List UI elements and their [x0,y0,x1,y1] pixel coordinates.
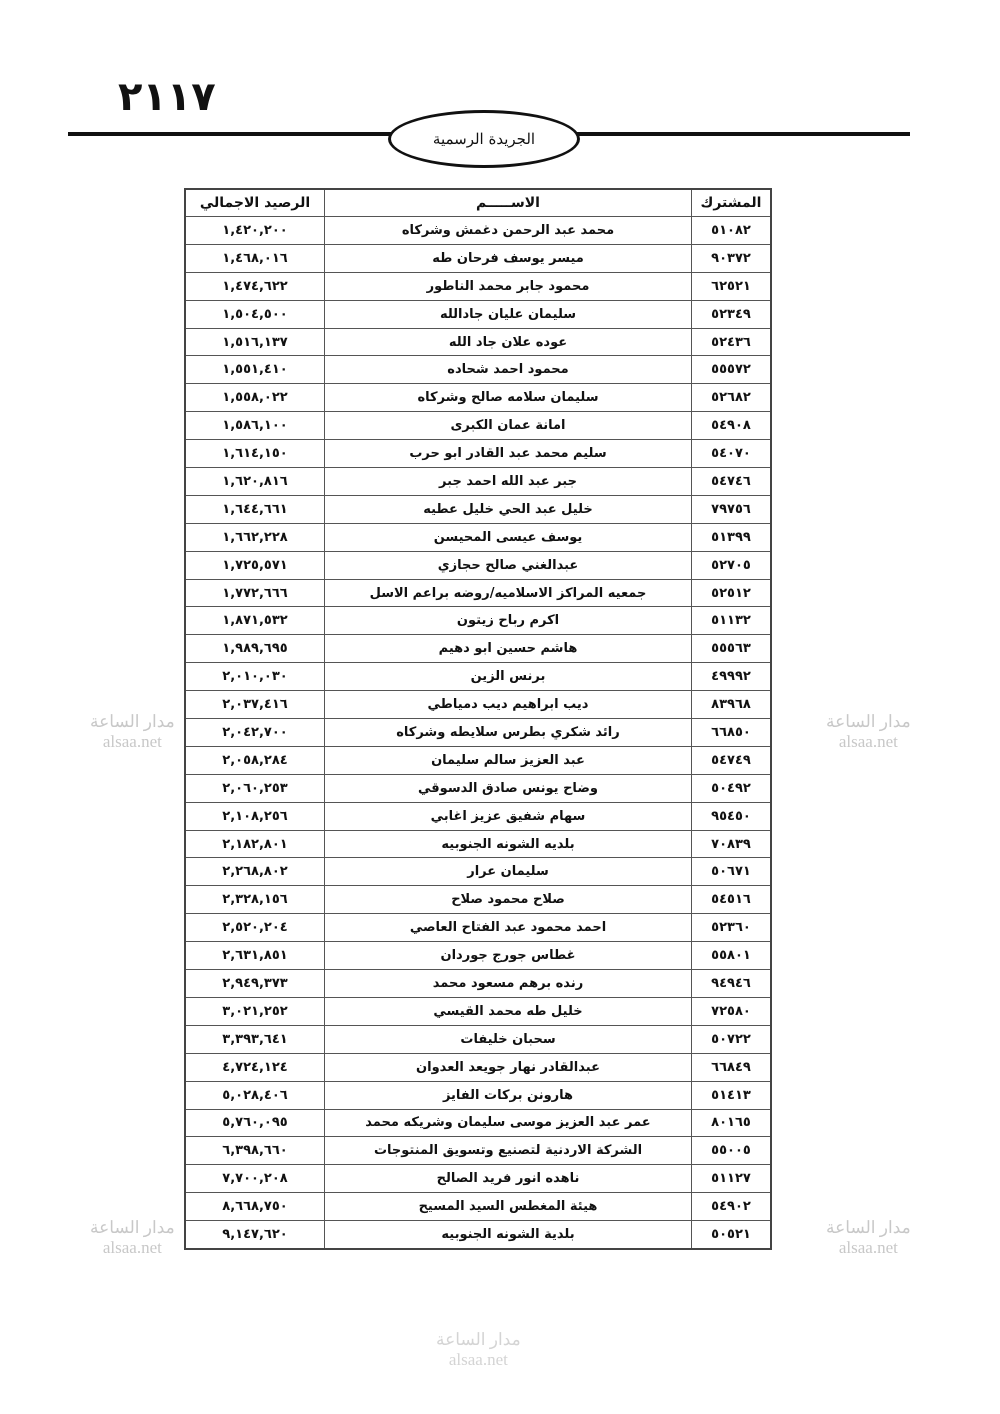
balance-cell: ٢,٠٥٨,٢٨٤ [185,746,325,774]
subscriber-cell: ٥٤٩٠٢ [692,1193,772,1221]
table-row [185,1221,771,1249]
balance-cell: ٢,٩٤٩,٣٧٣ [185,970,325,998]
subscriber-cell: ٩٤٩٤٦ [692,970,772,998]
watermark-url: alsaa.net [102,1238,162,1257]
balance-cell: ٢,٠٣٧,٤١٦ [185,691,325,719]
table-row [185,719,771,747]
subscriber-cell: ٥١٣٩٩ [692,523,772,551]
column-header-balance: الرصيد الاجمالي [185,189,325,217]
table-row [185,830,771,858]
subscriber-cell: ٥٠٧٢٢ [692,1025,772,1053]
table-header-row [185,189,771,217]
watermark-left-bottom [90,1218,175,1258]
name-cell: ميسر يوسف فرحان طه [325,244,692,272]
table-row [185,1081,771,1109]
table-row [185,970,771,998]
subscriber-cell: ٨٣٩٦٨ [692,691,772,719]
table-row [185,914,771,942]
balance-cell: ١,٥١٦,١٣٧ [185,328,325,356]
table-row [185,1137,771,1165]
name-cell: هارونن بركات الفايز [325,1081,692,1109]
balance-cell: ٢,٣٢٨,١٥٦ [185,886,325,914]
subscriber-cell: ٥٢٥١٢ [692,579,772,607]
subscriber-cell: ٥٥٥٦٣ [692,635,772,663]
name-cell: اكرم رباح زيتون [325,607,692,635]
publication-title-text: الجريدة الرسمية [432,130,536,148]
name-cell: سليم محمد عبد القادر ابو حرب [325,440,692,468]
name-cell: غطاس جورج جوردان [325,942,692,970]
balance-cell: ٢,٦٣١,٨٥١ [185,942,325,970]
watermark-text: مدار الساعة [90,712,175,731]
name-cell: خليل عبد الحي خليل عطيه [325,495,692,523]
balance-cell: ١,٤٧٤,٦٢٢ [185,272,325,300]
table-row [185,1193,771,1221]
name-cell: عبدالغني صالح حجازي [325,551,692,579]
name-cell: امانة عمان الكبرى [325,412,692,440]
subscriber-cell: ٨٠١٦٥ [692,1109,772,1137]
name-cell: سحبان خليفات [325,1025,692,1053]
watermark-url: alsaa.net [838,1238,898,1257]
page-number: ٢١١٧ [118,74,216,120]
subscriber-cell: ٥٢٦٨٢ [692,384,772,412]
watermark-url: alsaa.net [838,732,898,751]
watermark-right-bottom [826,1218,911,1258]
balance-cell: ٥,٠٢٨,٤٠٦ [185,1081,325,1109]
balance-cell: ١,٧٧٢,٦٦٦ [185,579,325,607]
subscriber-cell: ٦٢٥٢١ [692,272,772,300]
table-row [185,691,771,719]
name-cell: محمود احمد شحاده [325,356,692,384]
table-row [185,1109,771,1137]
table-row [185,328,771,356]
column-header-subscriber: المشترك [692,189,772,217]
name-cell: رنده برهم مسعود محمد [325,970,692,998]
balance-cell: ٢,١٠٨,٢٥٦ [185,802,325,830]
subscriber-cell: ٧٠٨٣٩ [692,830,772,858]
subscriber-cell: ٥١٠٨٢ [692,217,772,245]
balance-cell: ١,٧٢٥,٥٧١ [185,551,325,579]
table-row [185,997,771,1025]
subscriber-cell: ٥٥٥٧٢ [692,356,772,384]
table-row [185,663,771,691]
subscriber-cell: ٥٢٣٤٩ [692,300,772,328]
table-row [185,551,771,579]
table-row [185,1053,771,1081]
subscriber-cell: ٥٢٤٣٦ [692,328,772,356]
balance-cell: ٢,١٨٢,٨٠١ [185,830,325,858]
balance-cell: ٦,٣٩٨,٦٦٠ [185,1137,325,1165]
watermark-url: alsaa.net [102,732,162,751]
name-cell: وضاح يونس صادق الدسوقي [325,774,692,802]
balance-cell: ٥,٧٦٠,٠٩٥ [185,1109,325,1137]
balance-cell: ١,٤٦٨,٠١٦ [185,244,325,272]
balance-cell: ١,٦١٤,١٥٠ [185,440,325,468]
name-cell: سهام شفيق عزيز اغابي [325,802,692,830]
balance-cell: ١,٥٨٦,١٠٠ [185,412,325,440]
table-row [185,858,771,886]
subscriber-cell: ٥٥٠٠٥ [692,1137,772,1165]
balance-cell: ٨,٦٦٨,٧٥٠ [185,1193,325,1221]
subscriber-cell: ٤٩٩٩٢ [692,663,772,691]
table-row [185,440,771,468]
balances-table [184,188,772,1250]
balance-cell: ١,٨٧١,٥٣٢ [185,607,325,635]
watermark-right-top [826,712,911,752]
watermark-url: alsaa.net [448,1350,508,1369]
table-row [185,523,771,551]
balance-cell: ٣,٠٢١,٢٥٢ [185,997,325,1025]
watermark-center [436,1330,521,1370]
watermark-text: مدار الساعة [826,712,911,731]
name-cell: خليل طه محمد القيسي [325,997,692,1025]
name-cell: هاشم حسين ابو دهيم [325,635,692,663]
subscriber-cell: ٥٤٧٤٩ [692,746,772,774]
watermark-text: مدار الساعة [436,1330,521,1349]
subscriber-cell: ٥٤٩٠٨ [692,412,772,440]
subscriber-cell: ٥١١٢٧ [692,1165,772,1193]
name-cell: صلاح محمود صلاح [325,886,692,914]
name-cell: سليمان عرار [325,858,692,886]
publication-title [388,110,580,168]
subscriber-cell: ٧٢٥٨٠ [692,997,772,1025]
watermark-text: مدار الساعة [90,1218,175,1237]
balance-cell: ٢,٠٦٠,٢٥٣ [185,774,325,802]
balance-cell: ١,٦٢٠,٨١٦ [185,468,325,496]
subscriber-cell: ٧٩٧٥٦ [692,495,772,523]
name-cell: سليمان عليان جادالله [325,300,692,328]
table-row [185,774,771,802]
balance-cell: ٤,٧٢٤,١٢٤ [185,1053,325,1081]
subscriber-cell: ٥٢٣٦٠ [692,914,772,942]
name-cell: عمر عبد العزيز موسى سليمان وشريكه محمد [325,1109,692,1137]
balance-cell: ٧,٧٠٠,٢٠٨ [185,1165,325,1193]
balance-cell: ١,٥٥٨,٠٢٢ [185,384,325,412]
name-cell: الشركة الاردنية لتصنيع وتسويق المنتوجات [325,1137,692,1165]
balance-cell: ١,٤٢٠,٢٠٠ [185,217,325,245]
name-cell: جبر عبد الله احمد جبر [325,468,692,496]
subscriber-cell: ٦٦٨٤٩ [692,1053,772,1081]
name-cell: احمد محمود عبد الفتاح العاصي [325,914,692,942]
table-row [185,300,771,328]
table-row [185,384,771,412]
subscriber-cell: ٩٠٣٧٢ [692,244,772,272]
table-row [185,886,771,914]
name-cell: رائد شكري بطرس سلايطه وشركاه [325,719,692,747]
column-header-name: الاســـــم [325,189,692,217]
balance-cell: ٣,٣٩٣,٦٤١ [185,1025,325,1053]
table-row [185,746,771,774]
balance-cell: ١,٦٦٢,٢٢٨ [185,523,325,551]
table-row [185,356,771,384]
watermark-left-top [90,712,175,752]
table-row [185,607,771,635]
balance-cell: ٢,٢٦٨,٨٠٢ [185,858,325,886]
balance-cell: ٢,٠١٠,٠٣٠ [185,663,325,691]
subscriber-cell: ٥٠٦٧١ [692,858,772,886]
table-row [185,802,771,830]
name-cell: عوده علان جاد الله [325,328,692,356]
name-cell: محمد عبد الرحمن دغمش وشركاه [325,217,692,245]
name-cell: ناهده انور فريد الصالح [325,1165,692,1193]
name-cell: بلديه الشونه الجنوبيه [325,830,692,858]
balance-cell: ١,٩٨٩,٦٩٥ [185,635,325,663]
subscriber-cell: ٥١٤١٣ [692,1081,772,1109]
name-cell: ديب ابراهيم ديب دمياطي [325,691,692,719]
name-cell: محمود جابر محمد الناطور [325,272,692,300]
subscriber-cell: ٥٥٨٠١ [692,942,772,970]
name-cell: جمعيه المراكز الاسلاميه/روضه براعم الاسل [325,579,692,607]
subscriber-cell: ٥٠٤٩٢ [692,774,772,802]
balance-cell: ١,٥٠٤,٥٠٠ [185,300,325,328]
balance-cell: ٢,٥٢٠,٢٠٤ [185,914,325,942]
table-row [185,1165,771,1193]
table-row [185,217,771,245]
name-cell: يوسف عيسى المحيسن [325,523,692,551]
name-cell: هيئة المغطس السيد المسيح [325,1193,692,1221]
table-row [185,579,771,607]
subscriber-cell: ٥٤٠٧٠ [692,440,772,468]
watermark-text: مدار الساعة [826,1218,911,1237]
subscriber-cell: ٥٤٥١٦ [692,886,772,914]
table-row [185,468,771,496]
subscriber-cell: ٥٤٧٤٦ [692,468,772,496]
name-cell: عبدالقادر نهار جويعد العدوان [325,1053,692,1081]
name-cell: سليمان سلامه صالح وشركاه [325,384,692,412]
balance-cell: ١,٥٥١,٤١٠ [185,356,325,384]
table-row [185,495,771,523]
subscriber-cell: ٥٠٥٢١ [692,1221,772,1249]
subscriber-cell: ٥١١٣٢ [692,607,772,635]
balance-cell: ٩,١٤٧,٦٢٠ [185,1221,325,1249]
table-row [185,244,771,272]
table-row [185,412,771,440]
table-row [185,272,771,300]
name-cell: عبد العزيز سالم سليمان [325,746,692,774]
balance-cell: ١,٦٤٤,٦٦١ [185,495,325,523]
subscriber-cell: ٦٦٨٥٠ [692,719,772,747]
name-cell: برنس الزين [325,663,692,691]
subscriber-cell: ٥٢٧٠٥ [692,551,772,579]
table-row [185,1025,771,1053]
balance-cell: ٢,٠٤٢,٧٠٠ [185,719,325,747]
subscriber-cell: ٩٥٤٥٠ [692,802,772,830]
table-row [185,635,771,663]
table-row [185,942,771,970]
name-cell: بلدية الشونه الجنوبيه [325,1221,692,1249]
